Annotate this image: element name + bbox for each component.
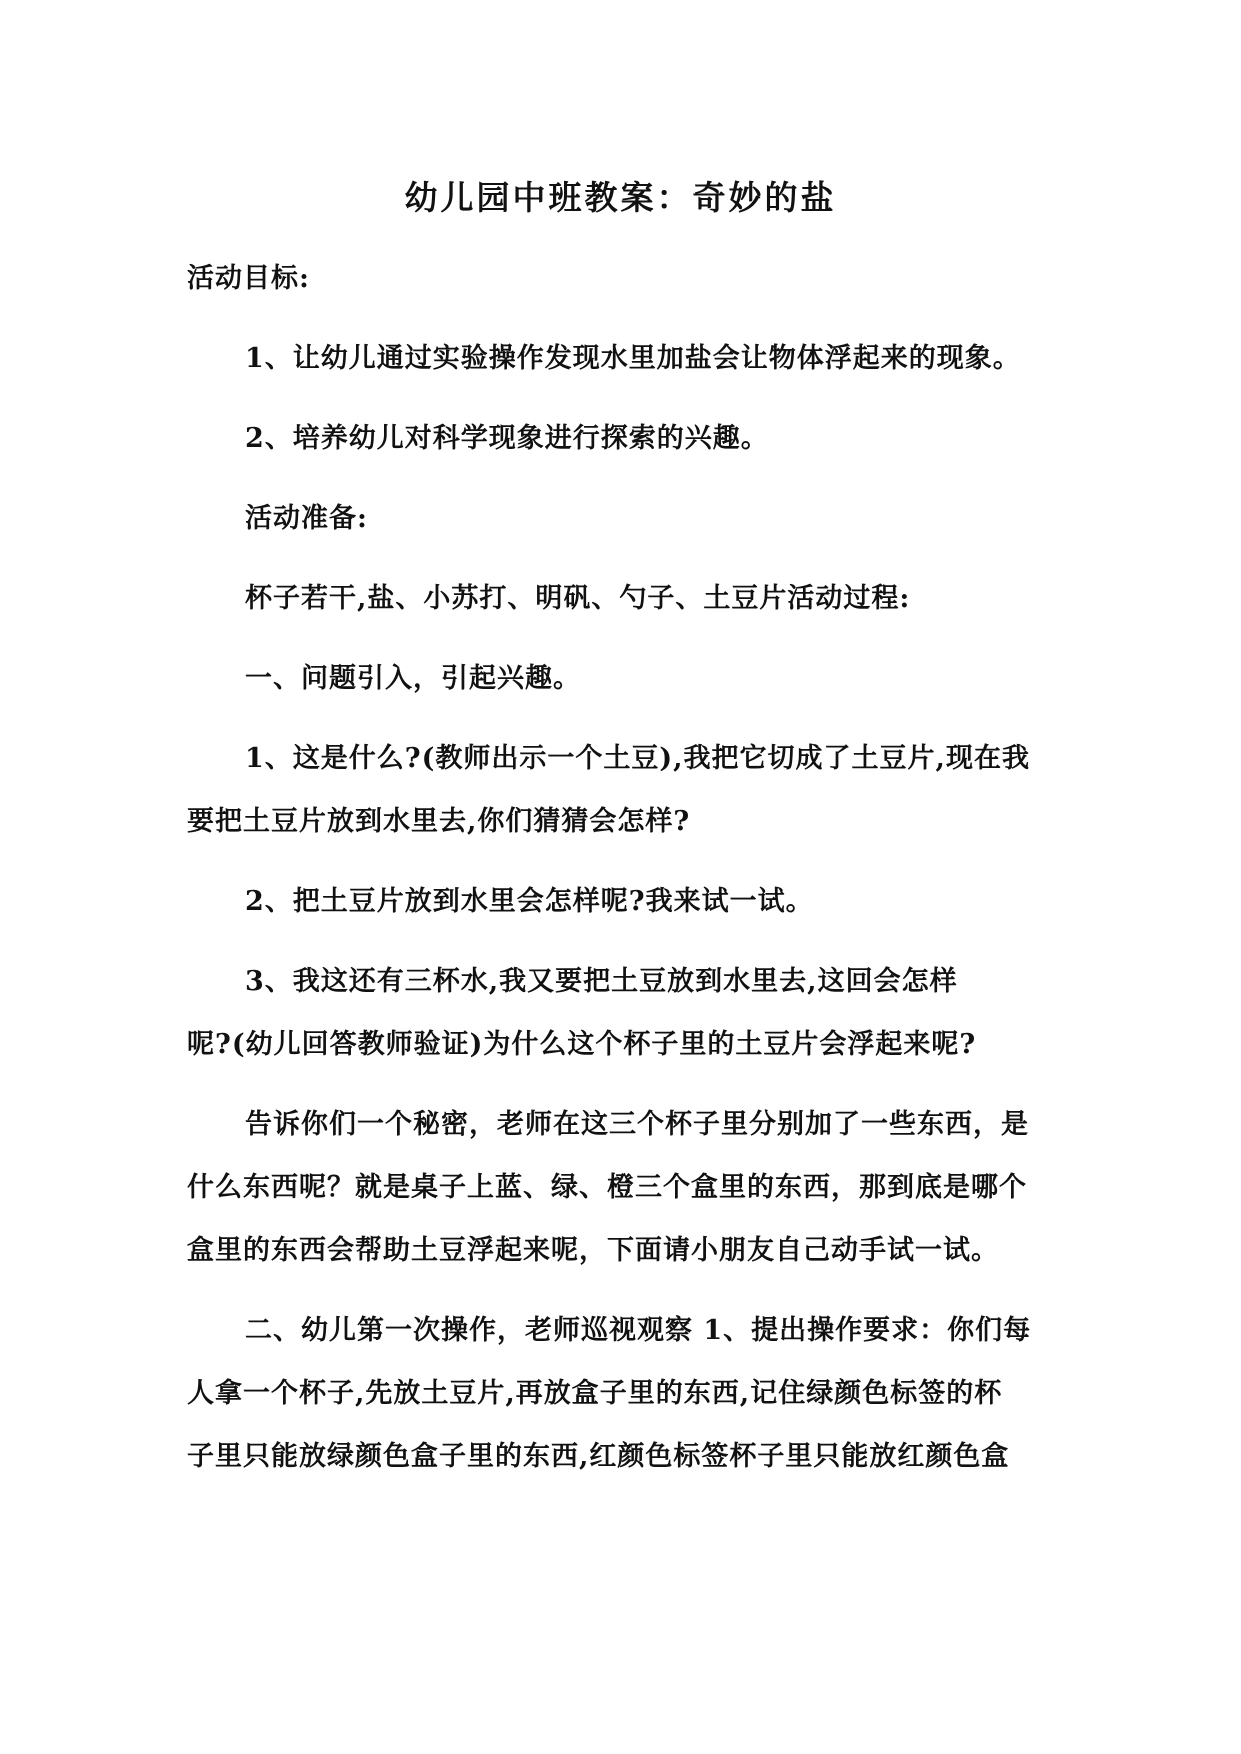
section-2-line-1: 二、幼儿第一次操作，老师巡视观察 1、提出操作要求：你们每	[245, 1315, 1032, 1346]
heading-activity-preparation: 活动准备:	[245, 503, 368, 534]
heading-activity-goal: 活动目标:	[187, 263, 310, 294]
section-2-line-3: 子里只能放绿颜色盒子里的东西,红颜色标签杯子里只能放红颜色盒	[187, 1441, 1010, 1472]
secret-paragraph-line-2: 什么东西呢？就是桌子上蓝、绿、橙三个盒里的东西，那到底是哪个	[187, 1172, 1027, 1203]
step-1-line-2: 要把土豆片放到水里去,你们猜猜会怎样?	[187, 806, 691, 837]
document-title: 幼儿园中班教案：奇妙的盐	[404, 178, 837, 217]
goal-item-1: 1、让幼儿通过实验操作发现水里加盐会让物体浮起来的现象。	[245, 343, 1021, 374]
step-1-line-1: 1、这是什么?(教师出示一个土豆),我把它切成了土豆片,现在我	[245, 743, 1030, 774]
section-2-line-2: 人拿一个杯子,先放土豆片,再放盒子里的东西,记住绿颜色标签的杯	[187, 1378, 1003, 1409]
step-2: 2、把土豆片放到水里会怎样呢?我来试一试。	[245, 886, 814, 917]
step-3-line-2: 呢?(幼儿回答教师验证)为什么这个杯子里的土豆片会浮起来呢?	[187, 1029, 977, 1060]
preparation-text: 杯子若干,盐、小苏打、明矾、勺子、土豆片活动过程:	[245, 583, 911, 614]
secret-paragraph-line-1: 告诉你们一个秘密，老师在这三个杯子里分别加了一些东西，是	[245, 1109, 1029, 1140]
goal-item-2: 2、培养幼儿对科学现象进行探索的兴趣。	[245, 423, 769, 454]
step-3-line-1: 3、我这还有三杯水,我又要把土豆放到水里去,这回会怎样	[245, 966, 958, 997]
secret-paragraph-line-3: 盒里的东西会帮助土豆浮起来呢，下面请小朋友自己动手试一试。	[187, 1235, 999, 1266]
section-heading-1: 一、问题引入，引起兴趣。	[245, 663, 581, 694]
